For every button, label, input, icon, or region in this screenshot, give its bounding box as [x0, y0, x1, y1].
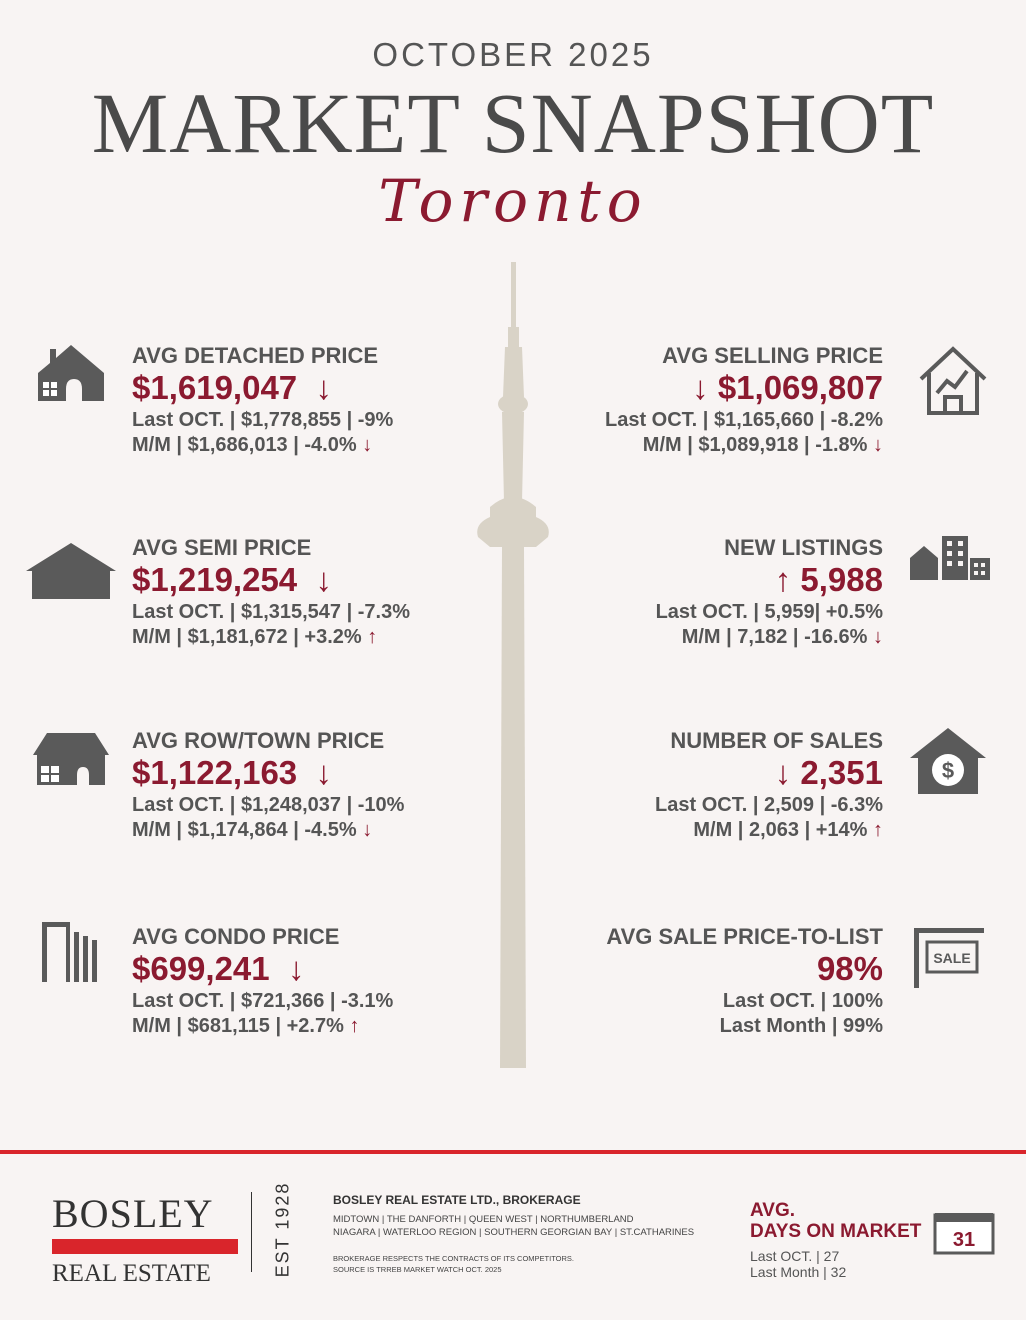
stat-value: $1,122,163 [132, 754, 298, 791]
offices-line1: MIDTOWN | THE DANFORTH | QUEEN WEST | NORTHUMBERLAND [333, 1214, 634, 1225]
stat-last-year: Last OCT. | $1,165,660 | -8.2% [605, 409, 883, 431]
stat-month-over-month: M/M | 7,182 | -16.6% [681, 626, 868, 648]
stat-title: NEW LISTINGS [724, 535, 883, 560]
stat-avg-condo-price [132, 924, 462, 1038]
stat-title: AVG ROW/TOWN PRICE [132, 728, 385, 753]
stat-last-year: Last OCT. | 100% [722, 990, 883, 1012]
stat-avg-sale-price-to-list [553, 924, 883, 1038]
svg-text:$: $ [941, 758, 955, 783]
trend-down-icon: ↓ [315, 754, 333, 791]
stat-month-over-month: M/M | $1,181,672 | +3.2% [132, 626, 362, 648]
trend-down-icon: ↓ [873, 626, 883, 648]
logo-line1: BOSLEY [52, 1191, 214, 1236]
condo-icon [42, 922, 102, 982]
stat-avg-detached-price [132, 343, 462, 457]
stat-avg-row-town-price [132, 728, 462, 842]
house-chart-icon [917, 345, 989, 417]
stat-last-year: Last OCT. | $1,778,855 | -9% [132, 409, 394, 431]
trend-down-icon: ↓ [315, 561, 333, 598]
trend-down-icon: ↓ [315, 369, 333, 406]
stat-title: AVG SELLING PRICE [662, 343, 883, 368]
trend-down-icon: ↓ [873, 434, 883, 456]
logo-bar [52, 1239, 238, 1254]
dom-value: 31 [952, 1229, 976, 1251]
stat-value: $1,069,807 [717, 369, 883, 406]
stat-last-year: Last OCT. | $721,366 | -3.1% [132, 990, 394, 1012]
dom-title1: AVG. [750, 1200, 796, 1221]
townhouse-icon [33, 733, 109, 785]
trend-down-icon: ↓ [362, 434, 373, 456]
stat-month-over-month: M/M | $1,174,864 | -4.5% [132, 819, 357, 841]
disclaimer-line2: SOURCE IS TRREB MARKET WATCH OCT. 2025 [333, 1265, 502, 1274]
stat-month-over-month: M/M | $681,115 | +2.7% [132, 1015, 344, 1037]
trend-down-icon: ↓ [774, 754, 792, 791]
buildings-icon [910, 536, 990, 580]
stat-month-over-month: Last Month | 99% [719, 1015, 883, 1037]
stat-value: 98% [816, 950, 883, 987]
stat-value: $1,619,047 [132, 369, 298, 406]
trend-up-icon: ↑ [873, 819, 883, 841]
house-dollar-icon [910, 728, 986, 794]
dom-last-month: Last Month | 32 [750, 1264, 847, 1280]
brokerage-name: BOSLEY REAL ESTATE LTD., BROKERAGE [333, 1193, 581, 1207]
logo-line2: REAL ESTATE [52, 1260, 211, 1287]
stat-number-of-sales [553, 728, 883, 842]
stat-value: $1,219,254 [132, 561, 298, 598]
stat-new-listings [553, 535, 883, 649]
trend-down-icon: ↓ [362, 819, 373, 841]
bosley-logo [52, 1190, 238, 1288]
semi-house-icon [26, 543, 116, 599]
house-icon [38, 345, 104, 401]
stat-title: AVG SALE PRICE-TO-LIST [606, 924, 883, 949]
brokerage-info [333, 1193, 694, 1275]
dom-last-oct: Last OCT. | 27 [750, 1248, 840, 1264]
days-on-market [750, 1200, 921, 1280]
offices-line2: NIAGARA | WATERLOO REGION | SOUTHERN GEORGIAN BAY | ST.CATHARINES [333, 1227, 695, 1238]
stat-title: NUMBER OF SALES [670, 728, 883, 753]
stat-title: AVG CONDO PRICE [132, 924, 340, 949]
stat-last-year: Last OCT. | $1,248,037 | -10% [132, 794, 405, 816]
stat-title: AVG DETACHED PRICE [132, 343, 379, 368]
stat-title: AVG SEMI PRICE [132, 535, 312, 560]
trend-up-icon: ↑ [774, 561, 792, 598]
stat-avg-semi-price [132, 535, 462, 649]
trend-down-icon: ↓ [692, 369, 709, 406]
stat-last-year: Last OCT. | 2,509 | -6.3% [655, 794, 883, 816]
stat-month-over-month: M/M | $1,089,918 | -1.8% [642, 434, 868, 456]
trend-up-icon: ↑ [349, 1015, 360, 1037]
disclaimer-line1: BROKERAGE RESPECTS THE CONTRACTS OF ITS COMPETITORS. [333, 1254, 575, 1263]
stat-value: $699,241 [132, 950, 270, 987]
dom-title2: DAYS ON MARKET [750, 1221, 922, 1242]
trend-down-icon: ↓ [287, 950, 305, 987]
est-text: EST 1928 [272, 1181, 293, 1278]
city-name: Toronto [378, 167, 648, 235]
stat-last-year: Last OCT. | $1,315,547 | -7.3% [132, 601, 410, 623]
footer-divider [0, 1150, 1026, 1154]
stat-month-over-month: M/M | 2,063 | +14% [693, 819, 868, 841]
stat-avg-selling-price [553, 343, 883, 457]
stat-month-over-month: M/M | $1,686,013 | -4.0% [132, 434, 357, 456]
svg-text:SALE: SALE [933, 950, 971, 966]
logo-est [243, 1181, 298, 1278]
report-month: OCTOBER 2025 [372, 36, 654, 73]
sale-sign-icon [914, 928, 984, 988]
trend-up-icon: ↑ [367, 626, 378, 648]
stat-value: 5,988 [800, 561, 883, 598]
stat-last-year: Last OCT. | 5,959| +0.5% [655, 601, 883, 623]
cn-tower-illustration [470, 262, 560, 1072]
stat-value: 2,351 [800, 754, 883, 791]
calendar-icon [933, 1211, 995, 1255]
page-title: MARKET SNAPSHOT [91, 75, 935, 171]
